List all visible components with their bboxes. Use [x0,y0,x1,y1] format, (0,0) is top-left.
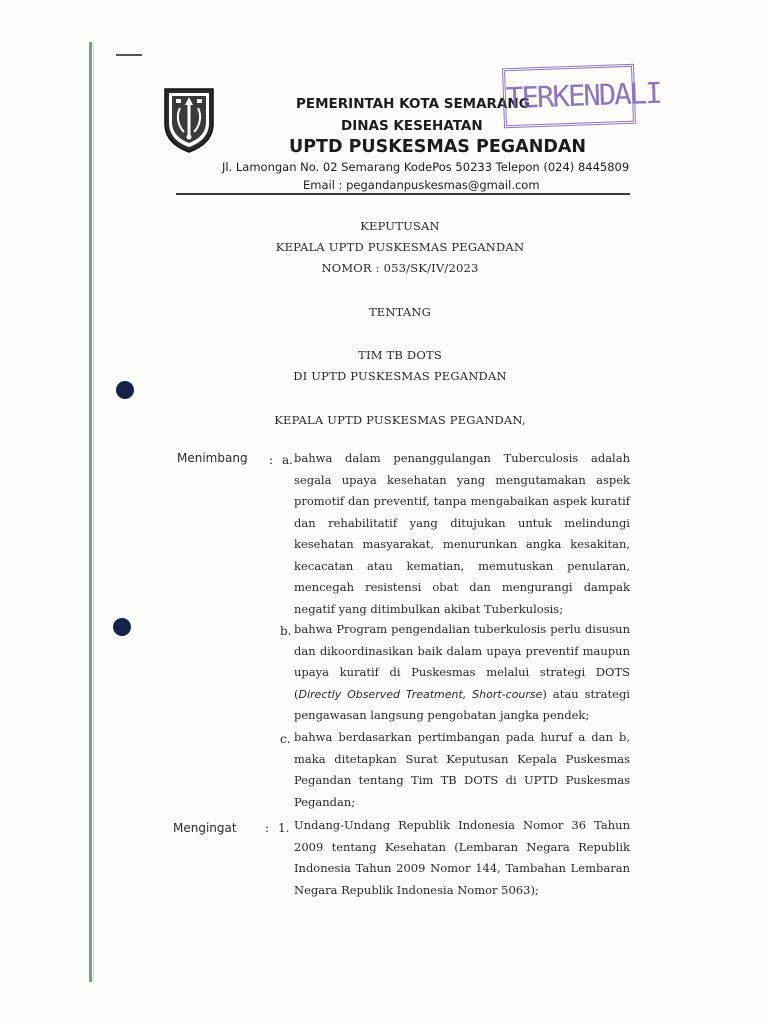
item-marker-c: c. [280,732,291,746]
semarang-crest-icon [162,86,216,154]
menimbang-item-b [294,619,630,727]
mengingat-item-1: Undang-Undang Republik Indonesia Nomor 36 Tahun 2009 tentang Kesehatan (Lembaran Negara Republik Indonesia Tahun 2009 Nomor 144, Tambahan Lembaran Negara Republik Indonesia Nomor 5063); [294,818,630,897]
letterhead-government: PEMERINTAH KOTA SEMARANG [296,96,530,112]
mengingat-label: Mengingat [173,821,237,835]
mengingat-colon: : [265,821,270,835]
punch-hole [116,381,134,399]
decree-about-label: TENTANG [368,305,432,319]
page-corner-mark [116,54,142,56]
menimbang-colon: : [269,453,274,467]
menimbang-label: Menimbang [177,451,248,465]
decree-subject: TIM TB DOTS [358,348,442,362]
letterhead-institution: UPTD PUSKESMAS PEGANDAN [289,137,587,157]
menimbang-item-a: bahwa dalam penanggulangan Tuberculosis adalah segala upaya kesehatan yang mengutamakan aspek promotif dan preventif, tanpa mengabaikan aspek kuratif dan rehabilitatif yang ditujukan untuk melindungi kesehatan masyarakat, menurunkan angka kesakitan, kecacatan atau kematian, memutuskan penularan, mencegah resistensi obat dan mengurangi dampak negatif yang ditimbulkan akibat Tuberkulosis; [294,451,630,616]
page-margin-line-shadow [93,42,94,982]
decree-issuer: KEPALA UPTD PUSKESMAS PEGANDAN [275,240,525,254]
decree-signatory-heading: KEPALA UPTD PUSKESMAS PEGANDAN, [274,413,526,427]
letterhead-email: Email : pegandanpuskesmas@gmail.com [303,178,540,192]
controlled-stamp: TERKENDALI [502,64,636,129]
letterhead-divider [176,193,630,195]
item-marker-b: b. [280,624,292,638]
menimbang-item-b-text-end: ) atau strategi pengawasan langsung pengobatan jangka pendek; [294,686,630,722]
item-marker-1: 1. [278,821,290,835]
letterhead-address: Jl. Lamongan No. 02 Semarang KodePos 50233 Telepon (024) 8445809 [222,160,630,174]
decree-number: NOMOR : 053/SK/IV/2023 [321,261,479,275]
decree-subject-location: DI UPTD PUSKESMAS PEGANDAN [293,369,507,383]
menimbang-item-b-text: bahwa Program pengendalian tuberkulosis perlu disusun dan dikoordinasikan baik dalam upaya preventif maupun upaya kuratif di Puskesmas melalui strategi DOTS ( [294,622,630,701]
dots-definition: Directly Observed Treatment, Short-course [298,687,543,701]
page-margin-line [89,42,92,982]
letterhead-department: DINAS KESEHATAN [341,118,483,134]
item-marker-a: a. [282,453,293,467]
decree-title: KEPUTUSAN [360,219,440,233]
punch-hole [113,618,131,636]
menimbang-item-c: bahwa berdasarkan pertimbangan pada huruf a dan b, maka ditetapkan Surat Keputusan Kepala Puskesmas Pegandan tentang Tim TB DOTS di UPTD Puskesmas Pegandan; [294,730,630,809]
